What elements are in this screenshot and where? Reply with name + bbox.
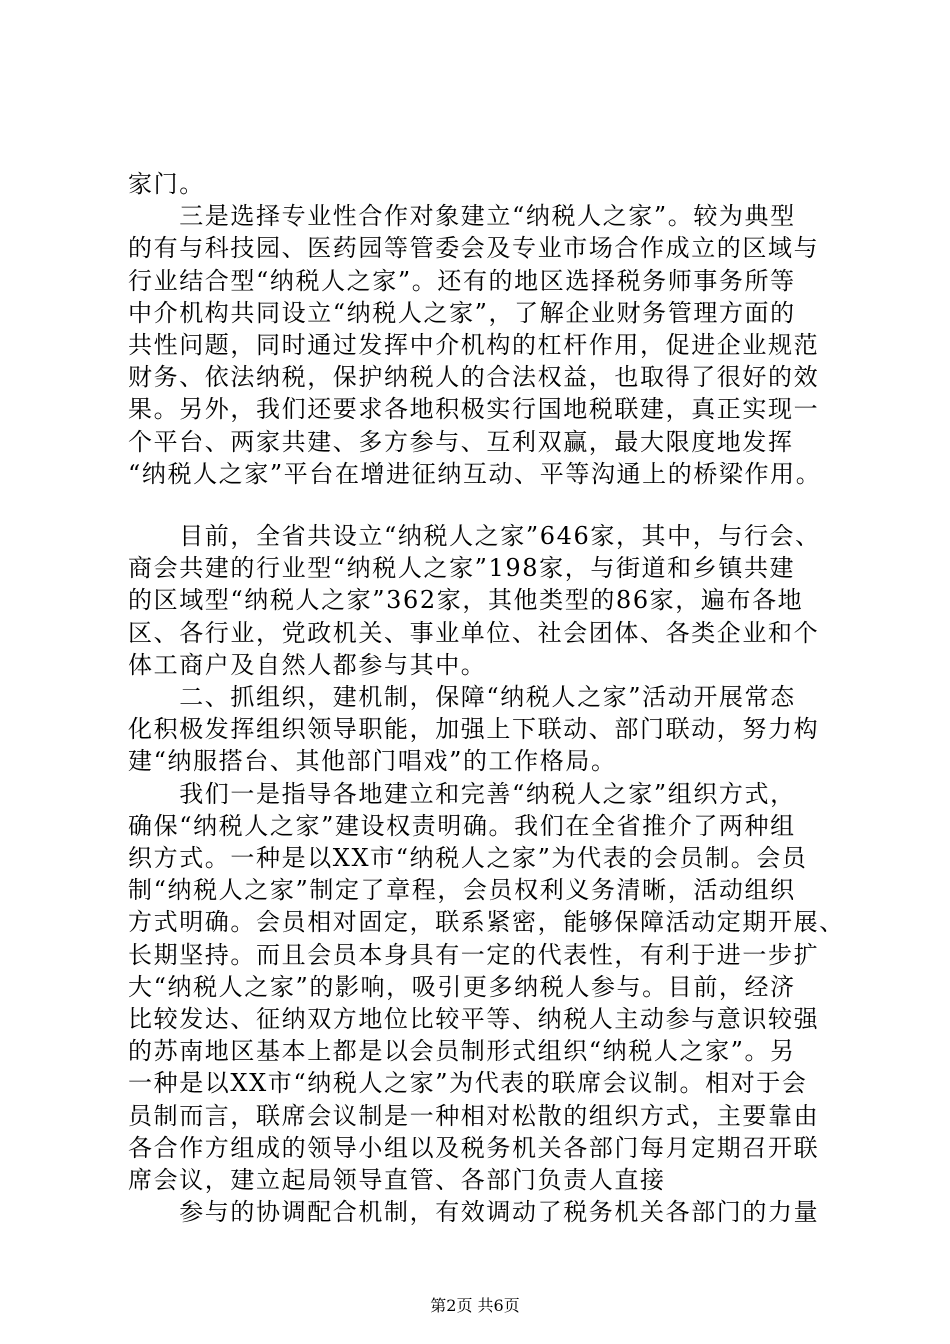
text-line-28: 一种是以XX市“纳税人之家”为代表的联席会议制。相对于会: [128, 1069, 808, 1098]
text-line-8: 果。另外，我们还要求各地积极实行国地税联建，真正实现一: [128, 395, 820, 424]
text-line-12: 商会共建的行业型“纳税人之家”198家，与街道和乡镇共建: [128, 554, 796, 583]
text-line-27: 的苏南地区基本上都是以会员制形式组织“纳税人之家”。另: [128, 1037, 796, 1066]
text-line-9: 个平台、两家共建、多方参与、互利双赢，最大限度地发挥: [128, 427, 794, 456]
text-line-21: 织方式。一种是以XX市“纳税人之家”为代表的会员制。会员: [128, 844, 808, 872]
text-line-29: 员制而言，联席会议制是一种相对松散的组织方式，主要靠由: [128, 1101, 820, 1130]
text-line-11: 目前，全省共设立“纳税人之家”646家，其中，与行会、: [128, 522, 821, 550]
page-number-footer: 第2页 共6页: [430, 1296, 520, 1315]
text-line-14: 区、各行业，党政机关、事业单位、社会团体、各类企业和个: [128, 618, 820, 647]
text-line-16: 二、抓组织，建机制，保障“纳税人之家”活动开展常态: [128, 683, 796, 711]
text-line-10: “纳税人之家”平台在增进征纳互动、平等沟通上的桥梁作用。: [128, 459, 822, 488]
text-line-18: 建“纳服搭台、其他部门唱戏”的工作格局。: [128, 747, 617, 776]
text-line-17: 化积极发挥组织领导职能，加强上下联动、部门联动，努力构: [128, 715, 820, 744]
text-line-4: 行业结合型“纳税人之家”。还有的地区选择税务师事务所等: [128, 266, 796, 295]
text-line-1: 家门。: [128, 170, 205, 198]
text-line-25: 大“纳税人之家”的影响，吸引更多纳税人参与。目前，经济: [128, 972, 796, 1001]
text-line-31: 席会议，建立起局领导直管、各部门负责人直接: [128, 1166, 666, 1194]
text-line-32: 参与的协调配合机制，有效调动了税务机关各部门的力量: [128, 1198, 820, 1227]
text-line-6: 共性问题，同时通过发挥中介机构的杠杆作用，促进企业规范: [128, 331, 820, 359]
text-line-13: 的区域型“纳税人之家”362家，其他类型的86家，遍布各地: [128, 586, 804, 615]
text-line-22: 制“纳税人之家”制定了章程，会员权利义务清晰，活动组织: [128, 876, 796, 905]
text-line-19: 我们一是指导各地建立和完善“纳税人之家”组织方式，: [128, 779, 796, 808]
text-line-3: 的有与科技园、医药园等管委会及专业市场合作成立的区域与: [128, 234, 820, 263]
text-line-24: 长期坚持。而且会员本身具有一定的代表性，有利于进一步扩: [128, 940, 820, 969]
text-line-5: 中介机构共同设立“纳税人之家”，了解企业财务管理方面的: [128, 298, 796, 327]
text-line-2: 三是选择专业性合作对象建立“纳税人之家”。较为典型: [128, 202, 796, 231]
text-line-15: 体工商户及自然人都参与其中。: [128, 650, 487, 679]
text-line-30: 各合作方组成的领导小组以及税务机关各部门每月定期召开联: [128, 1133, 820, 1162]
text-line-26: 比较发达、征纳双方地位比较平等、纳税人主动参与意识较强: [128, 1005, 820, 1033]
text-line-7: 财务、依法纳税，保护纳税人的合法权益，也取得了很好的效: [128, 363, 820, 392]
text-line-23: 方式明确。会员相对固定，联系紧密，能够保障活动定期开展、: [128, 908, 845, 937]
text-line-20: 确保“纳税人之家”建设权责明确。我们在全省推介了两种组: [128, 811, 796, 840]
